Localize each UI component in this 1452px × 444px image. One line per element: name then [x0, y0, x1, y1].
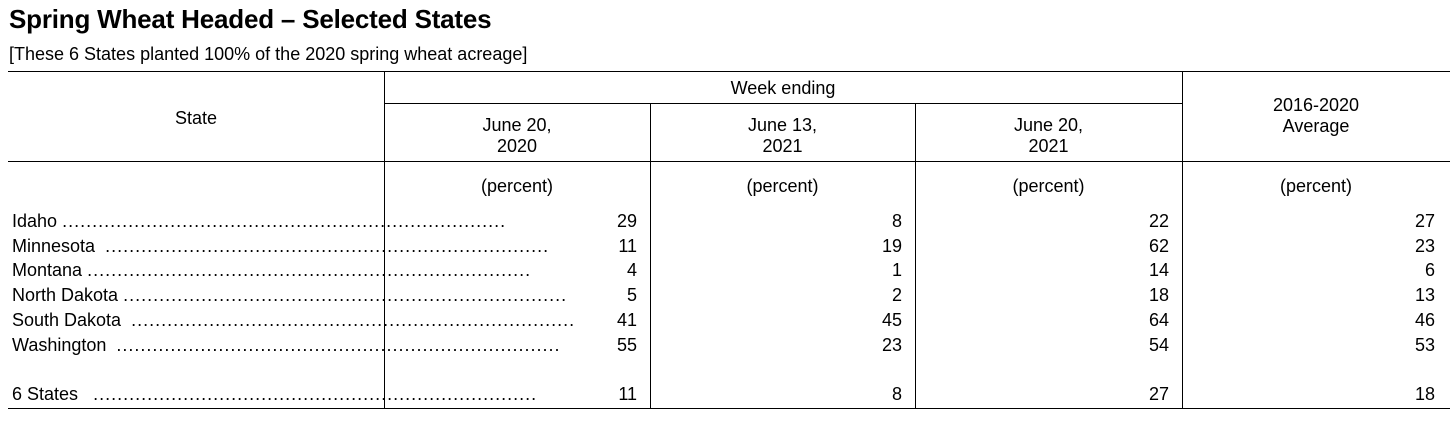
table-cell: 54	[1148, 335, 1169, 355]
row-state-label: North Dakota ..........................................................................	[12, 285, 568, 305]
unit-label: (percent)	[1279, 176, 1353, 196]
row-state-label: Idaho ..........................................................................	[12, 211, 507, 231]
column-header: 2016-2020 Average	[1272, 95, 1360, 136]
column-header: June 20, 2020	[482, 115, 552, 156]
table-cell: 62	[1148, 236, 1169, 256]
group-header: Week ending	[730, 78, 836, 98]
table-cell: 46	[1414, 310, 1435, 330]
table-cell: 29	[616, 211, 637, 231]
stub-header: State	[174, 108, 218, 128]
unit-label: (percent)	[480, 176, 554, 196]
table-cell: 55	[616, 335, 637, 355]
unit-label: (percent)	[746, 176, 819, 196]
table-cell: 11	[618, 236, 637, 256]
unit-label: (percent)	[1012, 176, 1085, 196]
row-state-label: Montana ..........................................................................	[12, 260, 532, 280]
column-header: June 20, 2021	[1013, 115, 1084, 156]
row-state-label: 6 States ..........................................................................	[12, 384, 538, 404]
table-cell: 45	[881, 310, 902, 330]
table-cell: 23	[1414, 236, 1435, 256]
table-cell: 11	[618, 384, 637, 404]
table-cell: 2	[891, 285, 902, 305]
row-state-label: Minnesota ..........................................................................	[12, 236, 550, 256]
table-top-rule	[8, 71, 1450, 72]
table-cell: 6	[1424, 260, 1435, 280]
table-cell: 18	[1148, 285, 1169, 305]
table-cell: 41	[616, 310, 637, 330]
table-cell: 5	[626, 285, 637, 305]
table-cell: 27	[1148, 384, 1169, 404]
table-bottom-rule	[8, 408, 1450, 409]
page-title: Spring Wheat Headed – Selected States	[9, 4, 492, 34]
table-cell: 8	[891, 384, 902, 404]
row-state-label: South Dakota ..........................................................................	[12, 310, 576, 330]
table-cell: 53	[1414, 335, 1435, 355]
table-cell: 23	[881, 335, 902, 355]
group-header-rule	[384, 103, 1182, 104]
row-state-label: Washington ..........................................................................	[12, 335, 561, 355]
table-cell: 8	[891, 211, 902, 231]
page-subtitle: [These 6 States planted 100% of the 2020 spring wheat acreage]	[9, 44, 528, 64]
table-cell: 1	[891, 260, 902, 280]
table-cell: 22	[1148, 211, 1169, 231]
table-cell: 19	[881, 236, 902, 256]
table-cell: 27	[1414, 211, 1435, 231]
table-cell: 13	[1414, 285, 1435, 305]
table-cell: 64	[1148, 310, 1169, 330]
table-cell: 18	[1414, 384, 1435, 404]
table-cell: 14	[1148, 260, 1169, 280]
header-bottom-rule	[8, 161, 1450, 162]
table-cell: 4	[626, 260, 637, 280]
column-header: June 13, 2021	[747, 115, 818, 156]
